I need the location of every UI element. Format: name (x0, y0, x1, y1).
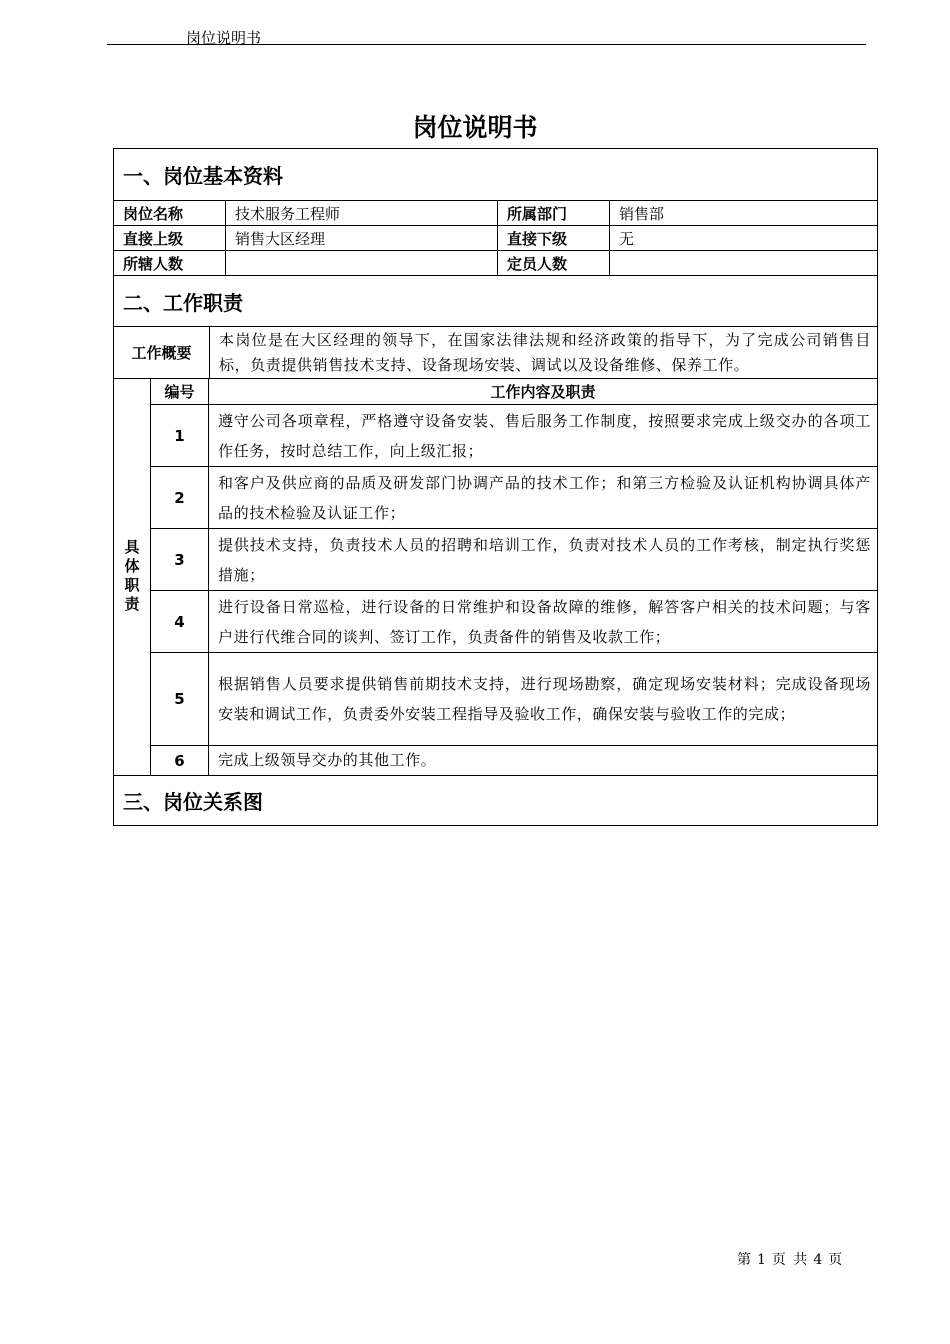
governed-label: 所辖人数 (123, 254, 184, 273)
subordinate-value: 无 (609, 226, 877, 250)
duty-row (151, 466, 877, 528)
duty-row (151, 745, 877, 775)
governed-value (225, 251, 497, 275)
footer-mid: 页 共 (771, 1252, 808, 1268)
position-value: 技术服务工程师 (225, 201, 497, 225)
duty-number: 1 (151, 405, 209, 466)
duty-number: 4 (151, 591, 209, 652)
section-basic-row (114, 149, 877, 200)
document-title: 岗位说明书 (412, 113, 538, 142)
quota-value (609, 251, 877, 275)
quota-label: 定员人数 (497, 251, 609, 275)
footer-page-number: 1 (757, 1252, 766, 1268)
duty-row (151, 652, 877, 745)
dept-value: 销售部 (609, 201, 877, 225)
position-label: 岗位名称 (123, 204, 184, 223)
info-row-superior (114, 225, 877, 250)
duty-row (151, 590, 877, 652)
section-basic-title: 一、岗位基本资料 (123, 164, 283, 188)
info-row-headcount (114, 250, 877, 275)
duty-number: 5 (151, 653, 209, 745)
overview-label: 工作概要 (131, 344, 192, 362)
duty-number: 6 (151, 746, 209, 775)
duty-text: 和客户及供应商的品质及研发部门协调产品的技术工作；和第三方检验及认证机构协调具体产品的技术检验及认证工作； (218, 473, 871, 522)
duties-rows (151, 379, 877, 775)
duties-side-label: 具体职责 (122, 539, 141, 615)
duty-text: 完成上级领导交办的其他工作。 (218, 751, 437, 769)
duty-row (151, 404, 877, 466)
job-description-table (113, 148, 878, 826)
page-footer (737, 1249, 848, 1269)
section-duties-row (114, 275, 877, 326)
dept-label: 所属部门 (497, 201, 609, 225)
overview-row (114, 326, 877, 378)
duty-number: 2 (151, 467, 209, 528)
footer-prefix: 第 (737, 1252, 751, 1268)
section-relation-row (114, 775, 877, 825)
running-header: 岗位说明书 (186, 29, 262, 47)
duties-block (114, 378, 877, 775)
duty-text: 遵守公司各项章程，严格遵守设备安装、售后服务工作制度，按照要求完成上级交办的各项工作任务，按时总结工作，向上级汇报； (218, 411, 871, 460)
duties-num-header: 编号 (151, 379, 209, 404)
duty-text: 进行设备日常巡检，进行设备的日常维护和设备故障的维修，解答客户相关的技术问题；与客户进行代维合同的谈判、签订工作，负责备件的销售及收款工作； (218, 597, 871, 646)
duties-header-row (151, 379, 877, 404)
section-relation-title: 三、岗位关系图 (123, 790, 263, 814)
duty-row (151, 528, 877, 590)
duties-side-label-cell (114, 379, 151, 775)
subordinate-label: 直接下级 (497, 226, 609, 250)
footer-suffix: 页 (828, 1252, 843, 1268)
duty-number: 3 (151, 529, 209, 590)
section-duties-title: 二、工作职责 (123, 290, 243, 315)
duty-text: 根据销售人员要求提供销售前期技术支持，进行现场勘察，确定现场安装材料；完成设备现场安装和调试工作，负责委外安装工程指导及验收工作，确保安装与验收工作的完成； (218, 675, 871, 723)
info-row-position (114, 200, 877, 225)
duties-content-header: 工作内容及职责 (490, 383, 596, 401)
superior-value: 销售大区经理 (225, 226, 497, 250)
superior-label: 直接上级 (123, 229, 184, 248)
duty-text: 提供技术支持，负责技术人员的招聘和培训工作，负责对技术人员的工作考核，制定执行奖惩措施； (218, 535, 871, 584)
header-rule (107, 44, 866, 45)
overview-text: 本岗位是在大区经理的领导下，在国家法律法规和经济政策的指导下，为了完成公司销售目标，负责提供销售技术支持、设备现场安装、调试以及设备维修、保养工作。 (209, 327, 877, 378)
footer-total-pages: 4 (813, 1252, 823, 1268)
